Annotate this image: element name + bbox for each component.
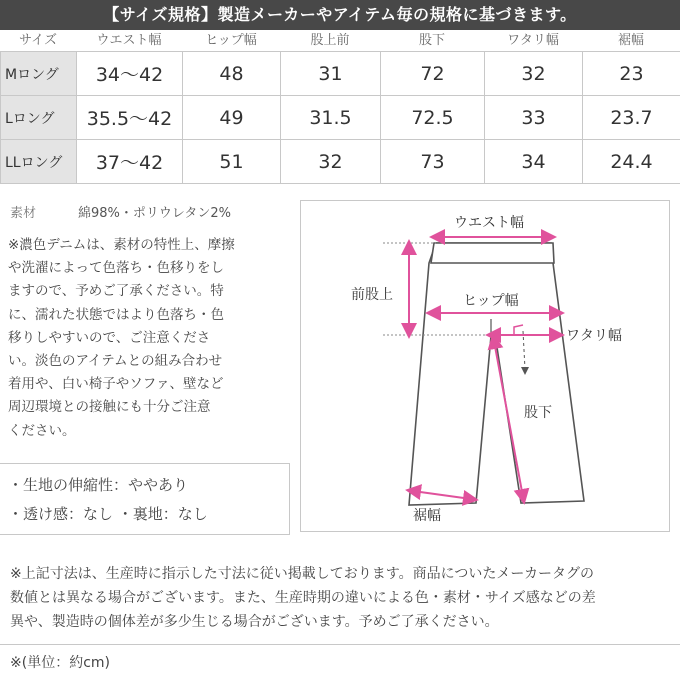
label-front-rise: 前股上 — [351, 286, 393, 302]
cell-front-rise: 31.5 — [281, 96, 381, 140]
cell-front-rise: 32 — [281, 140, 381, 184]
footnote-line: 異や、製造時の個体差が多少生じる場合がございます。予めご了承ください。 — [10, 614, 499, 630]
care-note-line: ますので、予めご了承ください。特 — [8, 283, 224, 300]
material-label: 素材 — [10, 206, 37, 221]
waistband — [431, 243, 554, 263]
cell-hem: 23.7 — [583, 96, 680, 140]
column-header: 裾幅 — [617, 33, 644, 48]
care-note-line: 周辺環境との接触にも十分ご注意 — [8, 399, 211, 416]
property-sheer-lining: ・透け感：なし ・裏地：なし — [8, 505, 208, 523]
cell-waist: 37～42 — [77, 140, 183, 184]
pants-outline — [409, 243, 584, 505]
size-spec-header: 【サイズ規格】製造メーカーやアイテム毎の規格に基づきます。 — [0, 0, 680, 30]
cell-waist: 34～42 — [77, 52, 183, 96]
cell-hip: 51 — [183, 140, 281, 184]
column-header: 股上前 — [310, 33, 350, 48]
table-row — [1, 52, 680, 96]
care-note-line: や洗濯によって色落ち・色移りをし — [8, 260, 224, 277]
measurement-diagram — [300, 200, 670, 532]
care-note-line: に、濡れた状態ではより色落ち・色 — [8, 306, 224, 323]
footnote-line: ※上記寸法は、生産時に指示した寸法に従い掲載しております。商品についたメーカータグの — [10, 566, 595, 582]
label-hip: ヒップ幅 — [463, 292, 519, 308]
cell-hem: 23 — [583, 52, 680, 96]
property-stretch: ・生地の伸縮性：ややあり — [8, 476, 189, 494]
label-hem: 裾幅 — [413, 507, 441, 523]
label-thigh: ワタリ幅 — [566, 327, 622, 343]
row-size-label: Mロング — [1, 52, 77, 96]
material-value: 綿98%・ポリウレタン2% — [78, 206, 231, 221]
column-header: ヒップ幅 — [205, 33, 257, 48]
fabric-properties — [0, 463, 290, 535]
row-size-label: LLロング — [1, 140, 77, 184]
table-row — [1, 140, 680, 184]
cell-inseam: 73 — [381, 140, 485, 184]
cell-thigh: 33 — [485, 96, 583, 140]
row-size-label: Lロング — [1, 96, 77, 140]
cell-inseam: 72.5 — [381, 96, 485, 140]
footnote — [10, 562, 675, 634]
care-note-line: い。淡色のアイテムとの組み合わせ — [8, 353, 223, 370]
pants-diagram-svg — [301, 201, 669, 531]
care-note-line: ※濃色デニムは、素材の特性上、摩擦 — [8, 237, 235, 253]
column-header: 股下 — [418, 33, 445, 48]
care-note-line: 着用や、白い椅子やソファ、壁など — [8, 376, 224, 393]
column-header: ウエスト幅 — [96, 33, 162, 48]
cell-thigh: 34 — [485, 140, 583, 184]
footnote-line: 数値とは異なる場合がございます。また、生産時期の違いによる色・素材・サイズ感などの差 — [10, 590, 596, 606]
label-inseam: 股下 — [524, 404, 552, 420]
material-info — [10, 202, 231, 221]
unit-note: ※(単位：約cm) — [10, 655, 110, 671]
care-note — [8, 234, 290, 443]
size-table-column-headers — [0, 30, 680, 51]
cell-thigh: 32 — [485, 52, 583, 96]
cell-front-rise: 31 — [281, 52, 381, 96]
cell-hem: 24.4 — [583, 140, 680, 184]
care-note-line: ください。 — [8, 422, 76, 439]
column-header: ワタリ幅 — [507, 33, 559, 48]
divider — [0, 644, 680, 645]
column-header: サイズ — [19, 33, 57, 48]
cell-hip: 49 — [183, 96, 281, 140]
cell-inseam: 72 — [381, 52, 485, 96]
cell-hip: 48 — [183, 52, 281, 96]
table-row — [1, 96, 680, 140]
label-waist: ウエスト幅 — [454, 214, 524, 230]
cell-waist: 35.5～42 — [77, 96, 183, 140]
care-note-line: 移りしやすいので、ご注意くださ — [8, 329, 211, 346]
size-table — [0, 51, 680, 184]
